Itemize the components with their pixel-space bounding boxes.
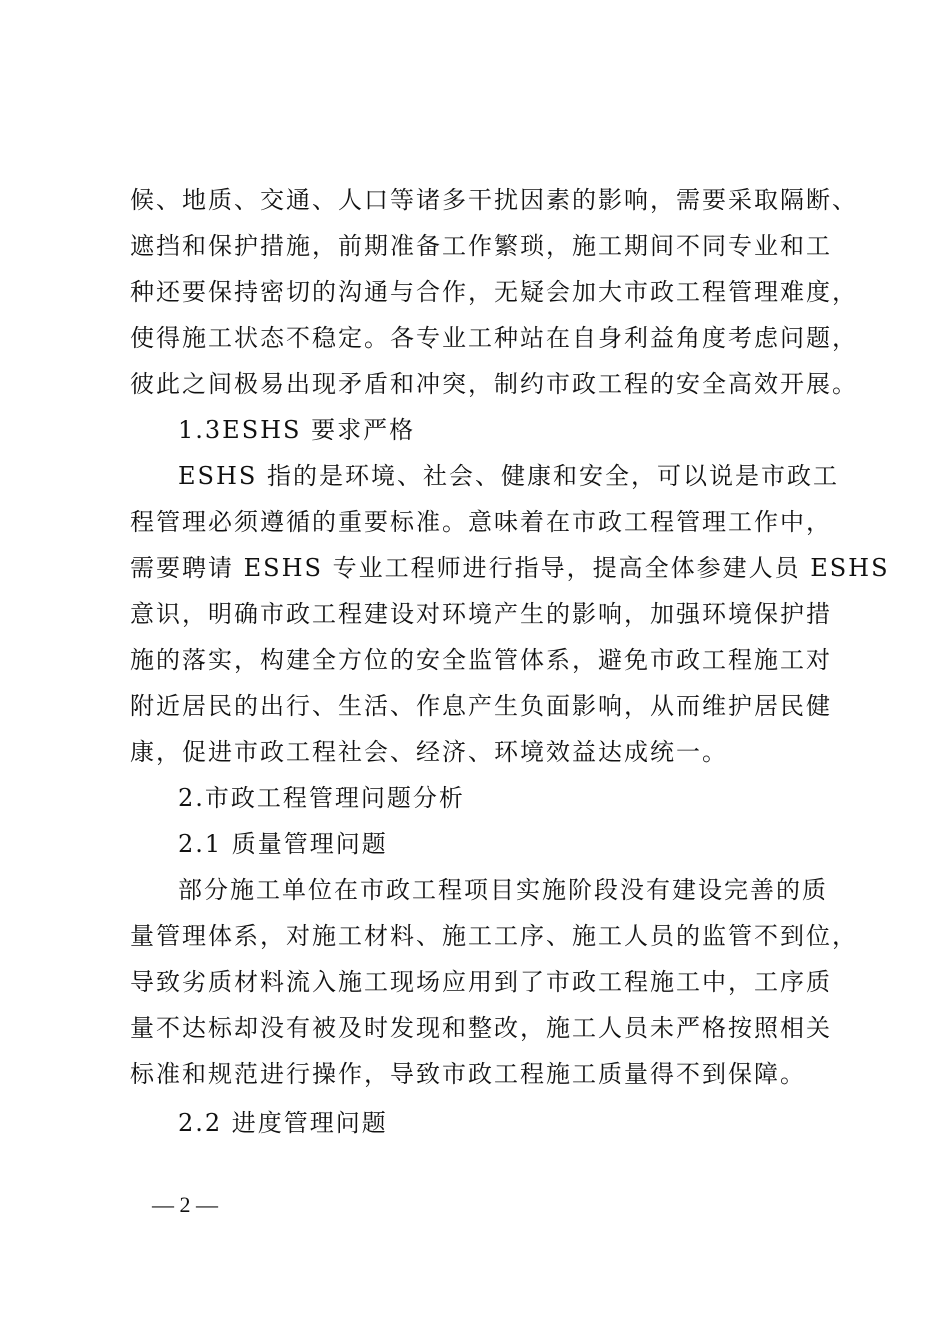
body-text-line: 需要聘请 ESHS 专业工程师进行指导，提高全体参建人员 ESHS [130,554,890,582]
body-text-line: 施的落实，构建全方位的安全监管体系，避免市政工程施工对 [130,646,832,674]
body-text-line: 候、地质、交通、人口等诸多干扰因素的影响，需要采取隔断、 [130,186,858,214]
body-text-line: 附近居民的出行、生活、作息产生负面影响，从而维护居民健 [130,692,832,720]
body-text-line: 量管理体系，对施工材料、施工工序、施工人员的监管不到位， [130,922,858,950]
body-text-line: 遮挡和保护措施，前期准备工作繁琐，施工期间不同专业和工 [130,232,832,260]
subsection-heading: 2.1 质量管理问题 [178,830,388,858]
body-text-line: 标准和规范进行操作，导致市政工程施工质量得不到保障。 [130,1060,806,1088]
page-number: — 2 — [152,1192,218,1217]
subsection-heading: 2.2 进度管理问题 [178,1109,388,1137]
body-text-line: 量不达标却没有被及时发现和整改，施工人员未严格按照相关 [130,1014,832,1042]
body-text-line: 导致劣质材料流入施工现场应用到了市政工程施工中，工序质 [130,968,832,996]
body-text-line: ESHS 指的是环境、社会、健康和安全，可以说是市政工 [178,462,839,490]
body-text-line: 程管理必须遵循的重要标准。意味着在市政工程管理工作中， [130,508,832,536]
body-text-line: 意识，明确市政工程建设对环境产生的影响，加强环境保护措 [130,600,832,628]
body-text-line: 部分施工单位在市政工程项目实施阶段没有建设完善的质 [178,876,828,904]
body-text-line: 康，促进市政工程社会、经济、环境效益达成统一。 [130,738,728,766]
body-text-line: 彼此之间极易出现矛盾和冲突，制约市政工程的安全高效开展。 [130,370,858,398]
section-heading: 2.市政工程管理问题分析 [178,784,465,812]
section-heading: 1.3ESHS 要求严格 [178,416,416,444]
body-text-line: 使得施工状态不稳定。各专业工种站在自身利益角度考虑问题， [130,324,858,352]
body-text-line: 种还要保持密切的沟通与合作，无疑会加大市政工程管理难度， [130,278,858,306]
